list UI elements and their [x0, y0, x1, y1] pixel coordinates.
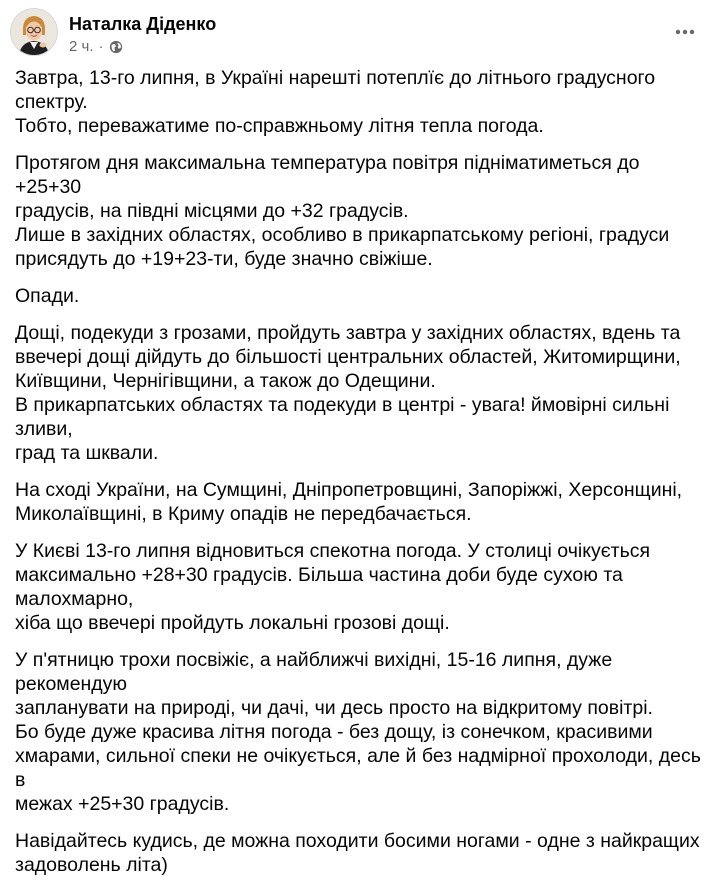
post-paragraph-5: На сході України, на Сумщині, Дніпропетровщині, Запоріжжі, Херсонщині, Миколаївщині, в Криму опадів не передбачається. [15, 479, 683, 525]
post-content [15, 66, 705, 890]
meta-separator: · [98, 38, 104, 55]
post-meta [69, 38, 123, 55]
post-header [10, 8, 707, 58]
globe-icon[interactable] [109, 40, 123, 54]
post-paragraph-1: Завтра, 13-го липня, в Україні нарешті потеплїє до літнього градусного спектру. Тобто, переважатиме по-справжньому літня тепла погода. [15, 67, 656, 137]
avatar[interactable] [10, 8, 58, 56]
post-paragraph-6: У Києві 13-го липня відновиться спекотна погода. У столиці очікується максимально +28+30 градусів. Більша частина доби буде сухою та малохмарно, хіба що ввечері пройдуть локальні грозові дощі. [15, 540, 651, 634]
author-name[interactable]: Наталка Діденко [69, 14, 217, 34]
post-timestamp[interactable]: 2 ч. [69, 38, 94, 55]
post-paragraph-3: Опади. [15, 285, 80, 307]
post-paragraph-7: У п'ятницю трохи посвіжіє, а найближчі вихідні, 15-16 липня, дуже рекомендую запланувати на природі, чи дачі, чи десь просто на відкритому повітрі. Бо буде дуже красива літня погода - без дощу, із сонечком, красивими хмарами, сильної спеки не очікується, але й без надмірної прохолоди, десь в межах +25+30 градусів. [15, 649, 701, 815]
post-paragraph-2: Протягом дня максимальна температура повітря підніматиметься до +25+30 градусів, на півдні місцями до +32 градусів. Лише в західних областях, особливо в прикарпатському регіоні, градуси присядуть до +19+23-ти, буде значно свіжіше. [15, 152, 670, 270]
more-horizontal-icon [675, 29, 695, 35]
post-paragraph-8: Навідайтесь кудись, де можна походити босими ногами - одне з найкращих задоволень літа) [15, 830, 700, 876]
avatar-image [11, 9, 57, 55]
more-options-button[interactable] [667, 14, 703, 50]
post-paragraph-4: Дощі, подекуди з грозами, пройдуть завтра у західних областях, вдень та ввечері дощі дійдуть до більшості центральних областей, Житомирщини, Київщини, Чернігівщини, а також до Одещини. В прикарпатських областях та подекуди в центрі - увага! ймовірні сильні зливи, град та шквали. [15, 322, 681, 464]
